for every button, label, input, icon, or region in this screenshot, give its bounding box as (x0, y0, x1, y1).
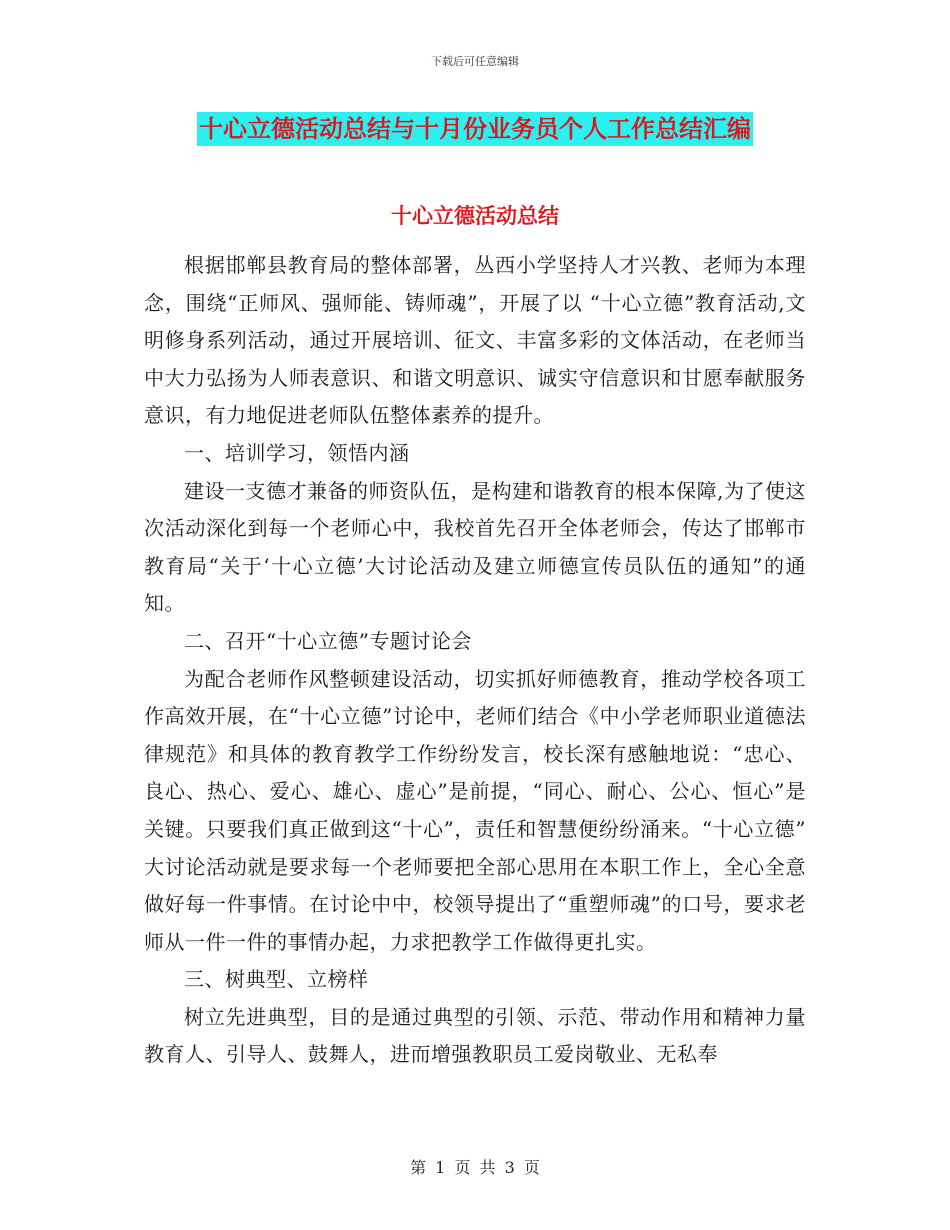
page-number: 第 1 页 共 3 页 (410, 1158, 540, 1177)
section-heading-1: 一、培训学习，领悟内涵 (184, 440, 410, 465)
section-title: 十心立德活动总结 (391, 204, 559, 228)
body-paragraph: 建设一支德才兼备的师资队伍，是构建和谐教育的根本保障,为了使这次活动深化到每一个老师心中，我校首先召开全体老师会，传达了邯郸市教育局“关于‘十心立德’大讨论活动及建立师德宣传员队伍的通知”的通知。 (144, 478, 806, 616)
document-title: 十心立德活动总结与十月份业务员个人工作总结汇编 (197, 112, 753, 146)
body-paragraph: 根据邯郸县教育局的整体部署，丛西小学坚持人才兴教、老师为本理念，围绕“正师风、强师能、铸师魂”，开展了以 “十心立德”教育活动,文明修身系列活动，通过开展培训、征文、丰富多彩的文体活动，在老师当中大力弘扬为人师表意识、和谐文明意识、诚实守信意识和甘愿奉献服务意识，有力地促进老师队伍整体素养的提升。 (144, 253, 806, 428)
body-paragraph: 为配合老师作风整顿建设活动，切实抓好师德教育，推动学校各项工作高效开展，在“十心立德”讨论中，老师们结合《中小学老师职业道德法律规范》和具体的教育教学工作纷纷发言，校长深有感触地说：“忠心、良心、热心、爱心、雄心、虚心”是前提，“同心、耐心、公心、恒心”是关键。只要我们真正做到这“十心”，责任和智慧便纷纷涌来。“十心立德” 大讨论活动就是要求每一个老师要把全部心思用在本职工作上，全心全意做好每一件事情。在讨论中中，校领导提出了“重塑师魂”的口号，要求老师从一件一件的事情办起，力求把教学工作做得更扎实。 (144, 666, 806, 954)
section-heading-3: 三、树典型、立榜样 (184, 967, 369, 992)
body-paragraph: 树立先进典型，目的是通过典型的引领、示范、带动作用和精神力量教育人、引导人、鼓舞人，进而增强教职员工爱岗敬业、无私奉 (144, 1004, 806, 1067)
document-title-container (0, 112, 950, 146)
header-note: 下载后可任意编辑 (431, 55, 519, 68)
section-heading-2: 二、召开“十心立德”专题讨论会 (184, 628, 472, 653)
document-body (144, 247, 806, 1074)
